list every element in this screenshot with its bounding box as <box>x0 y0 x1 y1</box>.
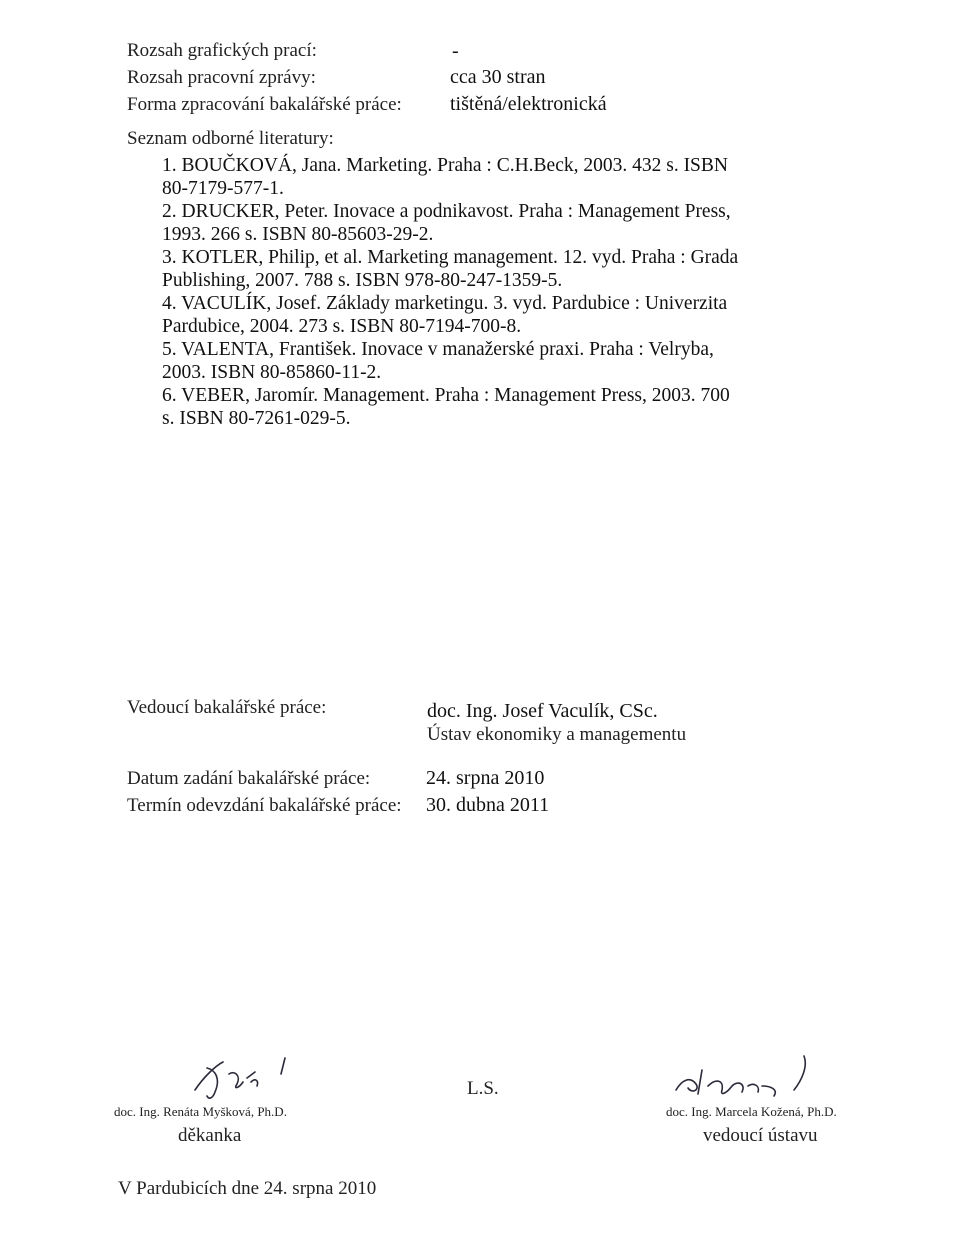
left-signatory-role: děkanka <box>178 1125 242 1146</box>
assigned-date-value: 24. srpna 2010 <box>426 767 545 789</box>
info-value-report: cca 30 stran <box>450 66 546 88</box>
literature-line: Publishing, 2007. 788 s. ISBN 978-80-247-1359-5. <box>162 270 563 291</box>
seal-text: L.S. <box>467 1078 499 1099</box>
literature-line: 2003. ISBN 80-85860-11-2. <box>162 362 382 383</box>
right-signatory-role: vedoucí ústavu <box>703 1125 818 1146</box>
right-signature-image <box>662 1050 822 1110</box>
supervisor-label: Vedoucí bakalářské práce: <box>127 697 327 718</box>
left-signatory-name: doc. Ing. Renáta Myšková, Ph.D. <box>114 1104 287 1119</box>
literature-line: 5. VALENTA, František. Inovace v manažerské praxi. Praha : Velryba, <box>162 339 714 360</box>
supervisor-department: Ústav ekonomiky a managementu <box>427 724 687 745</box>
literature-line: 2. DRUCKER, Peter. Inovace a podnikavost. Praha : Management Press, <box>162 201 731 222</box>
literature-line: Pardubice, 2004. 273 s. ISBN 80-7194-700-8. <box>162 316 522 337</box>
literature-line: 3. KOTLER, Philip, et al. Marketing management. 12. vyd. Praha : Grada <box>162 247 739 268</box>
literature-line: 1. BOUČKOVÁ, Jana. Marketing. Praha : C.H.Beck, 2003. 432 s. ISBN <box>162 155 728 176</box>
literature-line: 1993. 266 s. ISBN 80-85603-29-2. <box>162 224 434 245</box>
literature-line: 6. VEBER, Jaromír. Management. Praha : Management Press, 2003. 700 <box>162 385 730 406</box>
due-date-label: Termín odevzdání bakalářské práce: <box>127 795 402 816</box>
info-value-form: tištěná/elektronická <box>450 93 607 115</box>
due-date-value: 30. dubna 2011 <box>426 794 550 816</box>
supervisor-name: doc. Ing. Josef Vaculík, CSc. <box>427 700 658 722</box>
info-label-report: Rozsah pracovní zprávy: <box>127 67 316 88</box>
right-signatory-name: doc. Ing. Marcela Kožená, Ph.D. <box>666 1104 837 1119</box>
info-value-graphic: - <box>452 40 459 62</box>
info-label-graphic: Rozsah grafických prací: <box>127 40 317 61</box>
info-label-form: Forma zpracování bakalářské práce: <box>127 94 402 115</box>
literature-heading: Seznam odborné literatury: <box>127 128 334 149</box>
literature-line: 4. VACULÍK, Josef. Základy marketingu. 3. vyd. Pardubice : Univerzita <box>162 293 728 314</box>
left-signature-image <box>185 1048 315 1108</box>
place-and-date: V Pardubicích dne 24. srpna 2010 <box>118 1178 377 1199</box>
assigned-date-label: Datum zadání bakalářské práce: <box>127 768 371 789</box>
literature-line: s. ISBN 80-7261-029-5. <box>162 408 351 429</box>
literature-line: 80-7179-577-1. <box>162 178 284 199</box>
